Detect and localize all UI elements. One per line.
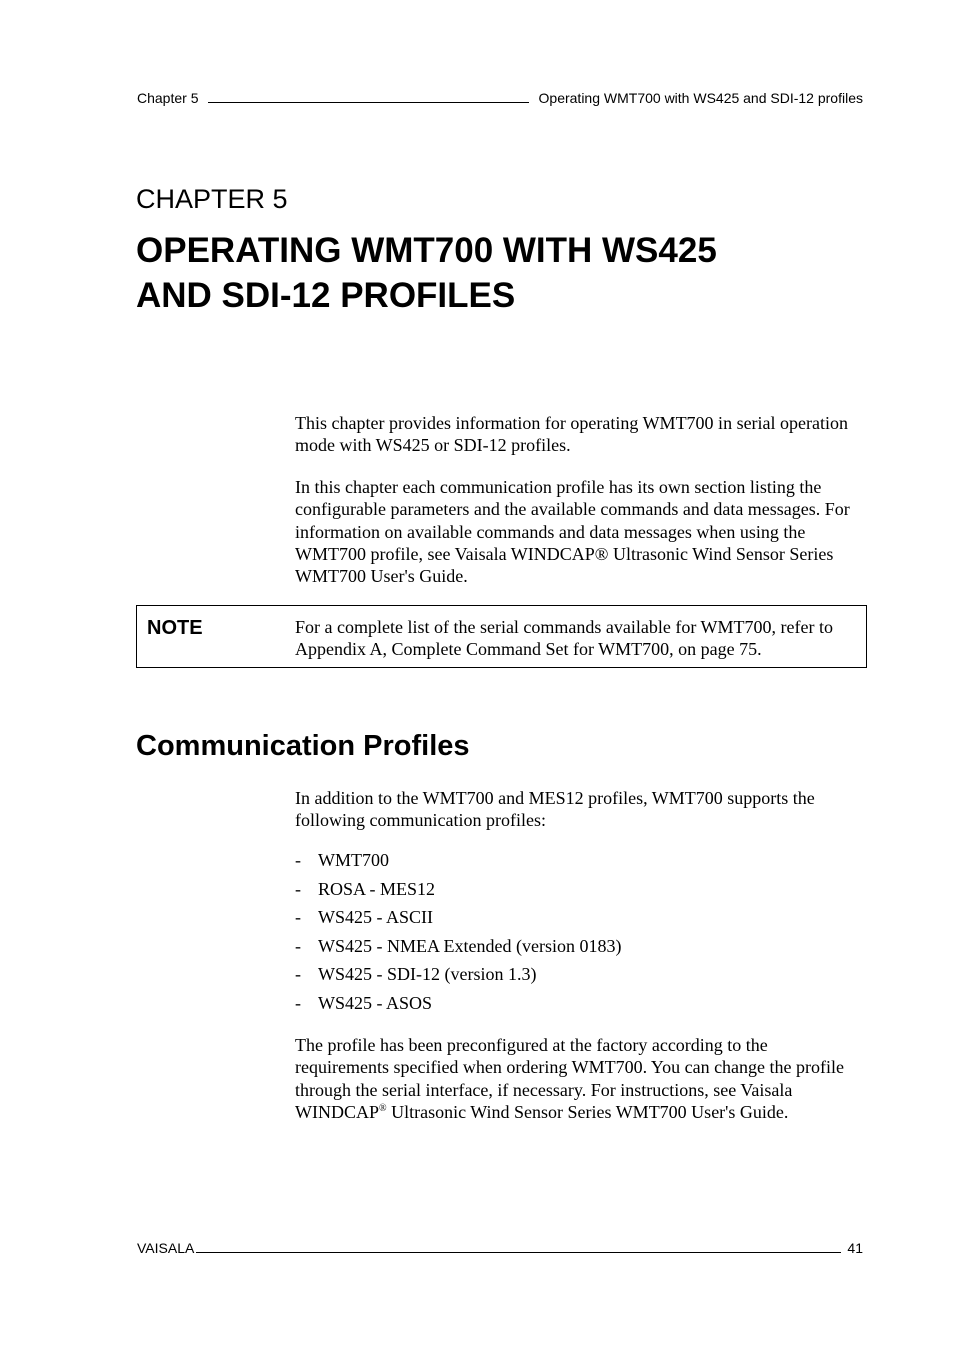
note-label: NOTE	[147, 617, 203, 639]
closing-text	[295, 1034, 865, 1123]
footer-rule	[196, 1252, 841, 1253]
list-bullet: -	[295, 850, 301, 870]
section-intro-text: In addition to the WMT700 and MES12 profiles, WMT700 supports the following communication profiles:	[295, 788, 815, 831]
note-box	[136, 605, 867, 668]
closing-paragraph	[295, 1034, 865, 1123]
chapter-title-line-2: AND SDI-12 PROFILES	[136, 276, 516, 315]
intro-text-2: In this chapter each communication profile has its own section listing the configurable parameters and the available commands and data messages. For information on available commands and data messages when using the WMT700 profile, see Vaisala WINDCAP® Ultrasonic Wind Sensor Series WMT700 User's Guide.	[295, 477, 850, 587]
list-item	[295, 849, 621, 878]
page-number: 41	[847, 1240, 863, 1256]
list-item-text: WS425 - ASCII	[318, 907, 434, 928]
list-item	[295, 878, 621, 907]
profile-list	[295, 849, 621, 1021]
note-text: For a complete list of the serial commands available for WMT700, refer to Appendix A, Complete Command Set for WMT700, on page 75.	[295, 617, 833, 660]
closing-text-part-2: Ultrasonic Wind Sensor Series WMT700 User's Guide.	[386, 1101, 789, 1122]
list-item-text: WS425 - SDI-12 (version 1.3)	[318, 964, 537, 985]
list-bullet: -	[295, 964, 301, 985]
intro-paragraph-1	[295, 412, 865, 457]
intro-text-1: This chapter provides information for operating WMT700 in serial operation mode with WS425 or SDI-12 profiles.	[295, 413, 849, 456]
registered-mark: ®	[379, 1102, 387, 1114]
list-bullet: -	[295, 878, 301, 899]
chapter-label: CHAPTER 5	[136, 184, 288, 214]
section-intro	[295, 787, 865, 832]
list-item-text: WS425 - ASOS	[318, 992, 433, 1013]
list-item-text: WS425 - NMEA Extended (version 0183)	[318, 935, 622, 956]
chapter-title-line-1: OPERATING WMT700 WITH WS425	[136, 231, 717, 270]
chapter-title	[136, 228, 856, 318]
header-rule	[208, 102, 528, 103]
list-bullet: -	[295, 935, 301, 956]
list-item-text: ROSA - MES12	[318, 878, 436, 899]
section-title: Communication Profiles	[136, 730, 470, 762]
list-item	[295, 963, 621, 992]
intro-paragraph-2	[295, 476, 865, 587]
footer-brand: VAISALA	[137, 1240, 195, 1256]
header-chapter: Chapter 5	[137, 90, 199, 106]
page-footer	[137, 1240, 863, 1256]
list-item	[295, 935, 621, 964]
list-item	[295, 906, 621, 935]
list-bullet: -	[295, 907, 301, 928]
list-item	[295, 992, 621, 1021]
closing-text-part-1: The profile has been preconfigured at the factory according to the requirements specified when ordering WMT700. You can change the profile through the serial interface, if necessary. For instructions, see Vaisala WINDCAP	[295, 1035, 845, 1122]
header-title: Operating WMT700 with WS425 and SDI-12 profiles	[538, 90, 863, 106]
list-bullet: -	[295, 992, 301, 1013]
list-item-text: WMT700	[318, 850, 389, 870]
page-header	[137, 90, 863, 106]
